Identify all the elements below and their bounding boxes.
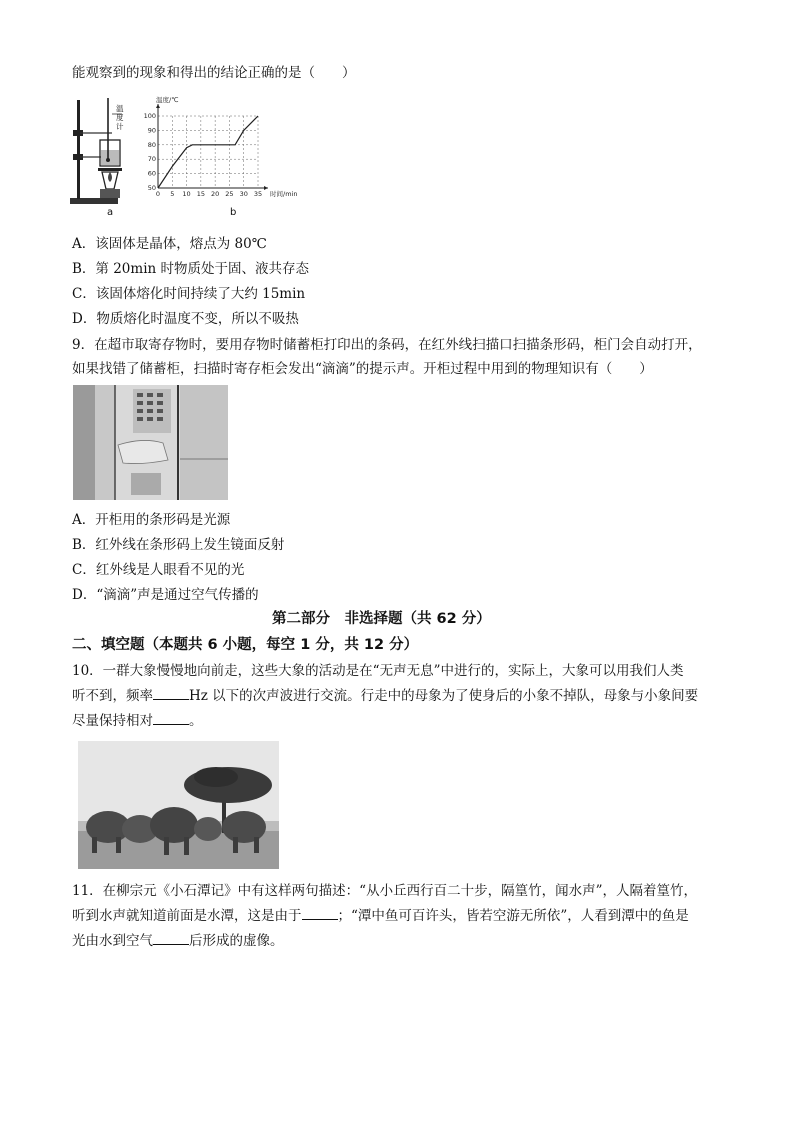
temperature-time-chart xyxy=(140,92,300,210)
x-tick-label: 20 xyxy=(211,190,220,198)
section2-title: 二、填空题（本题共 6 小题，每空 1 分，共 12 分） xyxy=(72,637,419,653)
x-tick-label: 15 xyxy=(196,190,205,198)
y-tick-label: 60 xyxy=(147,169,156,178)
q10-line2-start: 听不到，频率 xyxy=(72,688,153,704)
x-tick-label: 10 xyxy=(182,190,191,198)
q8-option-c: C．该固体熔化时间持续了大约 15min xyxy=(72,286,306,302)
thermometer-label: 温度计 xyxy=(116,104,124,131)
q11-line2-start: 听到水声就知道前面是水潭，这是由于 xyxy=(72,908,302,924)
y-tick-label: 50 xyxy=(147,184,156,192)
figure-a-label: a xyxy=(107,207,114,218)
q11-line2 xyxy=(72,907,689,925)
x-axis-arrow xyxy=(264,186,268,190)
q8-stem: 能观察到的现象和得出的结论正确的是（ ） xyxy=(72,65,356,81)
y-tick-label: 90 xyxy=(147,126,156,135)
elephants-photo xyxy=(78,741,279,869)
q10-line2 xyxy=(72,687,698,705)
q9-option-c: C．红外线是人眼看不见的光 xyxy=(72,562,245,578)
q11-line3-end: 后形成的虚像。 xyxy=(189,933,284,949)
x-tick-label: 35 xyxy=(253,190,263,198)
q9-option-b: B．红外线在条形码上发生镜面反射 xyxy=(72,537,285,553)
q9-option-d: D．“滴滴”声是通过空气传播的 xyxy=(72,587,259,603)
chart-svg xyxy=(140,92,300,210)
x-tick-label: 0 xyxy=(155,190,161,198)
part2-title: 第二部分 非选择题（共 62 分） xyxy=(272,611,491,627)
x-tick-label: 30 xyxy=(239,190,248,198)
q10-line3-start: 尽量保持相对 xyxy=(72,713,153,729)
q10-blank-frequency[interactable] xyxy=(153,687,189,700)
x-axis-label: 时间/min xyxy=(270,190,298,198)
x-tick-label: 5 xyxy=(170,190,175,198)
y-tick-label: 70 xyxy=(147,155,156,164)
x-tick-label: 25 xyxy=(225,190,234,198)
q9-stem-line2: 如果找错了储蓄柜，扫描时寄存柜会发出“滴滴”的提示声。开柜过程中用到的物理知识有（ ） xyxy=(72,361,653,377)
q11-line2-end: ；“潭中鱼可百许头，皆若空游无所依”，人看到潭中的鱼是 xyxy=(337,908,689,924)
q11-line3-start: 光由水到空气 xyxy=(72,933,153,949)
q11-blank-reason[interactable] xyxy=(302,907,338,920)
q10-blank-relative[interactable] xyxy=(153,712,189,725)
q9-option-a: A．开柜用的条形码是光源 xyxy=(72,512,231,528)
q11-line3 xyxy=(72,932,284,950)
q10-line3-end: 。 xyxy=(189,713,203,729)
y-axis-label: 温度/℃ xyxy=(156,96,179,104)
q10-line2-end: Hz 以下的次声波进行交流。行走中的母象为了使身后的小象不掉队，母象与小象间要 xyxy=(189,688,699,704)
temperature-series-line xyxy=(158,116,258,188)
y-tick-label: 80 xyxy=(147,140,156,149)
y-axis-arrow xyxy=(156,104,160,108)
q8-option-a: A．该固体是晶体，熔点为 80℃ xyxy=(72,236,267,252)
storage-locker-photo xyxy=(73,385,228,500)
q11-blank-refraction[interactable] xyxy=(153,932,189,945)
q10-line1: 10．一群大象慢慢地向前走，这些大象的活动是在“无声无息”中进行的，实际上，大象可以用我们人类 xyxy=(72,663,684,679)
q8-option-d: D．物质熔化时温度不变，所以不吸热 xyxy=(72,311,299,327)
q8-option-b: B．第 20min 时物质处于固、液共存态 xyxy=(72,261,309,277)
q10-line3 xyxy=(72,712,203,730)
figure-b-label: b xyxy=(230,207,237,218)
q11-line1: 11．在柳宗元《小石潭记》中有这样两句描述：“从小丘西行百二十步，隔篁竹，闻水声”，人隔着篁竹， xyxy=(72,883,697,899)
q9-stem-line1: 9．在超市取寄存物时，要用存物时储蓄柜打印出的条码，在红外线扫描口扫描条形码，柜门会自动打开， xyxy=(72,337,702,353)
y-tick-label: 100 xyxy=(143,112,156,120)
